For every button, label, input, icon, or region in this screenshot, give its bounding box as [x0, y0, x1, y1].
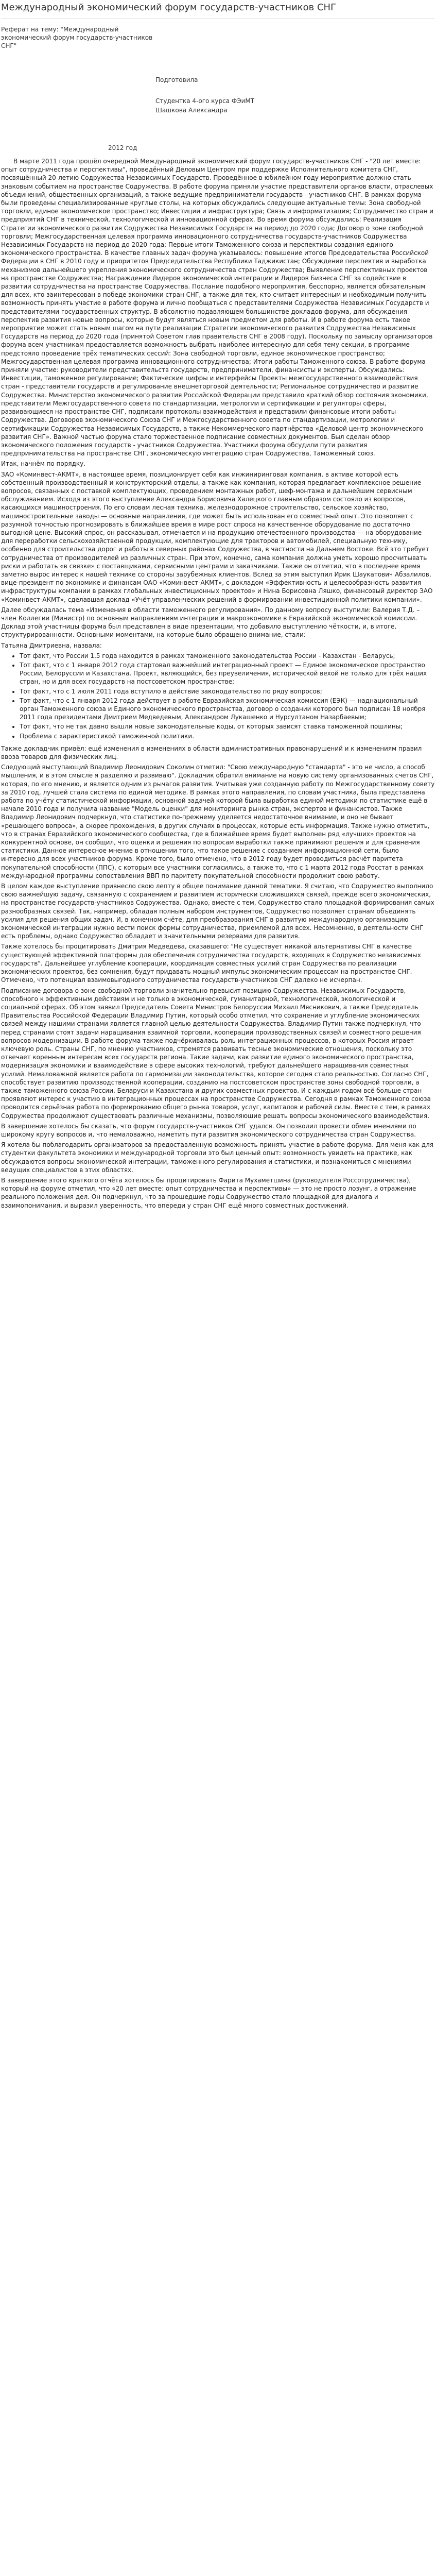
body-paragraph: В марте 2011 года прошёл очередной Международный экономический форум государств-участников СНГ - "20 лет вместе: опыт сотрудничества и перспективы", проведённый Деловым Центром при поддержке Исполнительного комитета СНГ, посвящённый 20-летию Содружества Независимых Государств. Проведённое в юбилейном году мероприятие должно стать знаковым событием на пространстве Содружества. В работе форума приняли участие представители органов власти, отраслевых объединений, общественных организаций, а также ведущие предприниматели государств - участников СНГ. В рамках форума были проведены специализированные круглые столы, на которых обсуждались следующие актуальные темы: Зона свободной торговли, единое экономическое пространство; Инвестиции и инфраструктура; Связь и информатизация; Сотрудничество стран и предприятий СНГ в технической, технологической и инновационной сферах. Во время форума обсуждались: Реализация Стратегии экономического развития Содружества Независимых Государств на период до 2020 года; Договор о зоне свободной торговли; Межгосударственная целевая программа инновационного сотрудничества государств-участников Содружества Независимых Государств на период до 2020 года; Первые итоги Таможенного союза и перспективы создания единого экономического пространства. В качестве главных задач форума указывалось: повышение итогов Председательства Российской Федерации в СНГ в 2010 году и приоритетов Председательства Республики Таджикистан; Обсуждение перспектив и выработка механизмов дальнейшего укрепления экономического сотрудничества стран Содружества; Выявление перспективных проектов на пространстве Содружества; Награждение Лидеров экономической интеграции и Лидеров Бизнеса СНГ за содействие в развитии сотрудничества на пространстве Содружества. Послание подобного мероприятия, бесспорно, является обязательным для всех, кто заинтересован в победе экономики стран СНГ, а также для тех, кто считает интересным и необходимым получить возможность принять участие в работе форума и лично пообщаться с представителями Содружества Независимых Государств и представителями государственных структур. В абсолютно подавляющем большинстве докладов форума, для обсуждения перспектив развития новые вопросы, которые будут являться новым предметом для работы. И в работе форума есть такое мероприятие может стать новым шагом на пути реализации Стратегии экономического развития Содружества Независимых Государств на период до 2020 года (принятой Советом глав правительств СНГ в 2008 году). Поскольку по замыслу организаторов форума всем участникам предоставляется возможность выбрать наиболее интересную для себя тему секции, в программе предстояло проведение трёх тематических сессий: Зона свободной торговли, единое экономическое пространство; Межгосударственная целевая программа инновационного сотрудничества; Итоги работы Таможенного союза. В работе форума приняли участие: руководители представительств государств, предприниматели, финансисты и эксперты. Обсуждались: Инвестиции, таможенное регулирование; Фактические цифры и интерфейсы Проекты межгосударственного взаимодействия стран - представители государств и регулирование внешнеторговой деятельности; Региональное сотрудничество и развитие Содружества. Министерство экономического развития Российской Федерации представило краткий обзор состояния экономики, представители Межгосударственного совета по стандартизации, метрологии и сертификации и регуляторы сферы, развивающиеся на пространстве СНГ, подписали протоколы взаимодействия и представили финансовые итоги работы Содружества. Договоров экономического Союза СНГ и Межгосударственного совета по стандартизации, метрологии и сертификации Содружества Независимых Государств, а также Некоммерческого партнёрства «Деловой центр экономического развития СНГ». Важной частью форума стало торжественное подписание совместных документов. Был сделан обзор экономического положения государств - участников Содружества. Участники форума обсудили пути развития предпринимательства на пространстве СНГ, экономическую интеграцию стран Содружества, Таможенный союз.	[1, 158, 434, 457]
body-paragraph: В завершение хотелось бы сказать, что форум государств-участников СНГ удался. Он позволил провести обмен мнениями по широкому кругу вопросов и, что немаловажно, наметить пути развития экономического сотрудничества стран Содружества.	[1, 1122, 416, 1138]
body-paragraph: Итак, начнём по порядку.	[1, 460, 86, 468]
list-item: • Проблема с характеристикой таможенной политики.	[20, 732, 435, 740]
document-page	[0, 0, 436, 1218]
body-paragraph: Подписание договора о зоне свободной торговли значительно превысит позицию Содружества. Независимых Государств, способного к эффективным действиям и не только в экономической, гуманитарной, технологической, экологической и социальной сферах. Об этом заявил Председатель Совета Министров Белоруссии Михаил Мясникович, а также Председатель Правительства Российской Федерации Владимир Путин, который особо отметил, что сохранение и углубление экономических связей между нашими странами является главной целью деятельности Содружества. Владимир Путин также подчеркнул, что перед странами стоят задачи наращивания взаимной торговли, кооперации производственных связей и совместного решения вопросов модернизации. В работе форума также подчёркивалась роль интеграционных процессов, в которых Россия играет ключевую роль. Страны СНГ, по мнению участников, стремятся развивать тесные экономические отношения, поскольку это отвечает коренным интересам всех государств региона. Такие задачи, как развитие единого экономического пространства, модернизация экономики и взаимодействие в сфере высоких технологий, требуют дальнейшего наращивания совместных усилий. Немаловажной является работа по гармонизации законодательства, которое сегодня стало реальностью. Согласно СНГ, способствует развитию производственной кооперации, созданию на постсоветском пространстве зоны свободной торговли, а также таможенного союза России, Беларуси и Казахстана и других совместных проектов. И с каждым годом всё больше стран проявляют интерес к участию в интеграционных процессах на пространстве Содружества. Сегодня в рамках Таможенного союза проводится серьёзная работа по формированию общего рынка товаров, услуг, капиталов и рабочей силы. Вместе с тем, в рамках Содружества продолжают существовать различные механизмы, позволяющие решать вопросы экономического взаимодействия.	[1, 987, 431, 1120]
body-paragraph: В целом каждое выступление привнесло свою лепту в общее понимание данной тематики. Я считаю, что Содружество выполнило свою важнейшую задачу, связанную с сохранением и развитием исторически сложившихся связей, прежде всего экономических, на пространстве государств-участников Содружества. Однако, вместе с тем, Содружество стало площадкой формирования самых разнообразных связей. Так, например, обладая полным набором инструментов, Содружество позволяет странам объединять усилия для решения общих задач. И, в конечном счёте, для преобразования СНГ в развитую международную организацию экономической интеграции нужно вести поиск формы сотрудничества, приемлемой для всех. Несомненно, в деятельности СНГ есть проблемы, однако Содружество обладает и значительными резервами для развития.	[1, 883, 434, 940]
page-title: Международный экономический форум государств-участников СНГ	[1, 2, 337, 13]
body-paragraph: Также докладчик привёл: ещё изменения в изменениях в области административных правонарушений и к изменениям правил ввоза товаров для физических лиц.	[1, 744, 422, 761]
list-item: • Тот факт, что не так давно вышли новые законодательные коды, от которых зависят ставка таможенной пошлины;	[20, 722, 435, 731]
body-paragraph: Татьяна Дмитриевна, назвала:	[1, 641, 102, 649]
body-paragraph: В завершение этого краткого отчёта хотелось бы процитировать Фарита Мухаметшина (руководителя Россотрудничества), который на форуме отметил, что «20 лет вместе: опыт сотрудничества и перспективы» — это не просто лозунг, а отражение реального положения дел. Он подчеркнул, что за прошедшие годы Содружество стало площадкой для диалога и взаимопонимания, и выразил уверенность, что впереди у стран СНГ ещё много совместных достижений.	[1, 1176, 416, 1209]
bullet-list	[1, 652, 435, 740]
body-paragraph: Следующий выступающий Владимир Леонидович Соколин отметил: "Свою международную "стандарта" - это не число, а способ мышления, и в этом смысле я разделяю и развиваю". Докладчик обратил внимание на новую систему организованных счетов СНГ, которая, по его мнению, и является одним из рычагов развития. Учитывая уже созданную работу по Межгосударственному совету за 2010 год, лучшей стала система по единой методике. В рамках этого направления, по словам участника, была представлена работа по учёту статистической информации, основной задачей которой была выработка единой методики по статистике ещё в начале 2010 года и получила название "Модель оценки" для мониторинга рынка стран, экспертов и финансистов. Также Владимир Леонидович подчеркнул, что статистике по-прежнему уделяется недостаточное внимание, и оно не бывает «решающего вопроса», а скорее прохождения, в других случаях в процессах, которые есть информация. Также нужно отметить, что в странах Евразийского экономического сообщества, где в ближайшее время будет выполнен ряд «лучших» проектов на конкурентной основе, он сообщил, что оценки и решения по вопросам выработки также принимают решения и для сравнения статистики. Данное интересное мнение в отношении того, что такое решение с созданием информационной сети, было интересно для всех участников форума. Кроме того, было отмечено, что в 2012 году будет проводиться расчёт паритета покупательной способности (ППС), с которым все участники согласились, а также то, что с 1 марта 2012 года Росстат в рамках международной программы сопоставления ВВП по паритету покупательной способности продолжит свою работу.	[1, 764, 435, 879]
prepared-by-label: Подготовила	[155, 76, 198, 83]
list-item: • Тот факт, что России 1,5 года находится в рамках таможенного законодательства России - Казахстан - Беларусь;	[20, 652, 435, 660]
body-paragraph: Также хотелось бы процитировать Дмитрия Медведева, сказавшего: "Не существует никакой альтернативы СНГ в качестве существующей эффективной платформы для обеспечения сотрудничества государств, входящих в Содружество независимых государств". Дальнейшее углубление кооперации, координация совместных усилий стран Содружества по реализации экономических проектов, без сомнения, будут придавать мощный импульс экономическим процессам на пространстве СНГ. Отмечено, что потенциал взаимовыгодного сотрудничества государств-участников СНГ далеко не исчерпан.	[1, 943, 421, 984]
body-paragraph: Далее обсуждалась тема «Изменения в области таможенного регулирования». По данному вопросу выступили: Валерия Т.Д. – член Коллегии (Министр) по основным направлениям интеграции и макроэкономике в Евразийской экономической комиссии. Доклад этой участницы форума был представлен в виде презентации, что добавило выступлению чёткости, и, в итоге, структурированности. Основными моментами, на которые было обращено внимание, стали:	[1, 606, 420, 639]
year-label: 2012 год	[108, 144, 137, 151]
body-paragraph: Я хотела бы поблагодарить организаторов за предоставленную возможность принять участие в работе форума. Для меня как для студентки факультета экономики и международной торговли это был ценный опыт: возможность увидеть на практике, как обсуждаются вопросы экономической интеграции, таможенного регулирования и статистики, и познакомиться с мнениями ведущих специалистов в этих областях.	[1, 1141, 434, 1174]
student-course: Студентка 4-ого курса ФЭиМТ	[155, 97, 255, 105]
list-item: • Тот факт, что с 1 июля 2011 года вступило в действие законодательство по ряду вопросов;	[20, 687, 435, 696]
list-item: • Тот факт, что с 1 января 2012 года действует в работе Евразийская экономическая комиссия (ЕЭК) — наднациональный орган Таможенного союза и Единого экономического пространства, договор о создании которого был подписан 18 ноября 2011 года президентами Дмитрием Медведевым, Александром Лукашенко и Нурсултаном Назарбаевым;	[20, 697, 435, 722]
body-paragraph: ЗАО «Коминвест-АКМТ», в настоящее время, позиционирует себя как инжиниринговая компания, в активе которой есть собственный производственный и конструкторский отделы, а также как компания, которая предлагает комплексное решение вопросов, связанных с поставкой комплектующих, проведением монтажных работ, шеф-монтажа и дальнейшим сервисным обслуживанием. Исходя из этого выступление Александра Борисовича Халецкого главным образом состояло из вопросов, касающихся машиностроения. По его словам лесная техника, железнодорожное строительство, сельское хозяйство, машиностроительные заводы — основные направления, где может быть использован его совместный опыт. Это позволяет с разумной точностью прогнозировать в ближайшее время в мире рост спроса на качественное оборудование по достаточно выгодной цене. Высокий спрос, он рассказывал, отмечается и на продукцию отечественного производства — на оборудование для переработки сельскохозяйственной продукции, комплектующие для тракторов и автомобилей, специальную технику, особенно для строительства дорог и работы в северных районах Содружества, в частности на Дальнем Востоке. Всё это требует сотрудничества от производителей из различных стран. При этом, конечно, сама компания должна уметь хорошо просчитывать риски и работать «в связке» с поставщиками, сервисными центрами и заказчиками. Также он отметил, что в последнее время заметно вырос интерес к нашей технике со стороны зарубежных клиентов. Вслед за этим выступил Ирик Шаукатович Абзалилов, вице-президент по экономике и финансам ОАО «Коминвест-АКМТ», с докладом «Эффективность и целесообразность развития инфраструктуры компании в рамках глобальных инвестиционных проектов» и Нина Борисовна Ляшко, финансовый директор ЗАО «Коминвест-АКМТ», сделавшая доклад «Учёт управленческих решений в формировании инвестиционной политики компании».	[1, 470, 433, 603]
essay-topic: Реферат на тему: "Международный экономический форум государств-участников СНГ"	[1, 26, 153, 49]
essay-body	[1, 157, 435, 1210]
student-info	[155, 96, 435, 115]
student-name: Шашкова Александра	[155, 107, 228, 114]
list-item: • Тот факт, что с 1 января 2012 года стартовал важнейший интеграционный проект — Единое экономическое пространство России, Белоруссии и Казахстана. Проект, являющийся, без преувеличения, исторической вехой не только для трёх наших стран, но и для всех государств на постсоветском пространстве;	[20, 661, 435, 686]
